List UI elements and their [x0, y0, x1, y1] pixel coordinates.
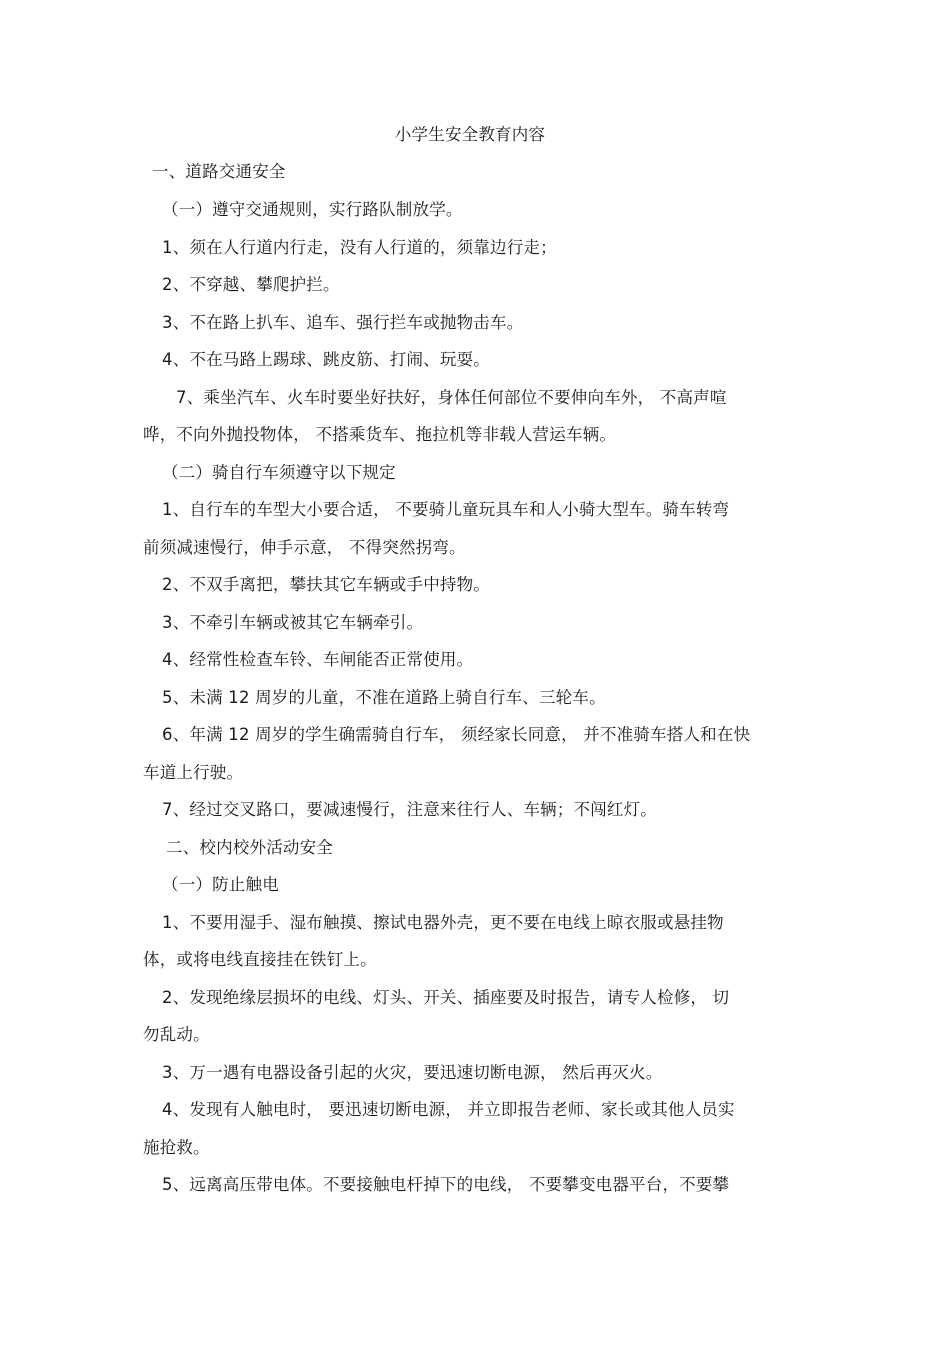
paragraph-line: 3、不牵引车辆或被其它车辆牵引。	[162, 613, 424, 632]
paragraph-line: 施抢救。	[143, 1138, 210, 1157]
paragraph-line: 4、不在马路上踢球、跳皮筋、打闹、玩耍。	[162, 350, 490, 369]
paragraph-line: 7、经过交叉路口，要减速慢行，注意来往行人、车辆；不闯红灯。	[162, 800, 657, 819]
paragraph-line: 5、远离高压带电体。不要接触电杆掉下的电线， 不要攀变电器平台，不要攀	[162, 1175, 730, 1194]
subsection-heading: （二）骑自行车须遵守以下规定	[162, 463, 396, 482]
paragraph-line: 6、年满 12 周岁的学生确需骑自行车， 须经家长同意， 并不准骑车搭人和在快	[162, 725, 751, 744]
paragraph-line: 2、发现绝缘层损坏的电线、灯头、开关、插座要及时报告，请专人检修， 切	[162, 988, 730, 1007]
paragraph-line: 1、不要用湿手、湿布触摸、擦试电器外壳，更不要在电线上晾衣服或悬挂物	[162, 913, 724, 932]
paragraph-line: 2、不双手离把，攀扶其它车辆或手中持物。	[162, 575, 490, 594]
paragraph-line: 1、须在人行道内行走，没有人行道的，须靠边行走；	[162, 238, 557, 257]
paragraph-line: 2、不穿越、攀爬护拦。	[162, 275, 340, 294]
paragraph-line: 3、万一遇有电器设备引起的火灾，要迅速切断电源， 然后再灭火。	[162, 1063, 663, 1082]
paragraph-line: 勿乱动。	[143, 1025, 210, 1044]
paragraph-line: 4、经常性检查车铃、车闸能否正常使用。	[162, 650, 474, 669]
subsection-heading: （一）防止触电	[162, 875, 279, 894]
paragraph-line: 3、不在路上扒车、追车、强行拦车或抛物击车。	[162, 313, 524, 332]
document-title: 小学生安全教育内容	[394, 125, 546, 144]
paragraph-line: 5、未满 12 周岁的儿童，不准在道路上骑自行车、三轮车。	[162, 688, 606, 707]
paragraph-line: 车道上行驶。	[143, 763, 244, 782]
subsection-heading: （一）遵守交通规则，实行路队制放学。	[162, 200, 463, 219]
paragraph-line: 哗，不向外抛投物体， 不搭乘货车、拖拉机等非载人营运车辆。	[143, 425, 617, 444]
paragraph-line: 4、发现有人触电时， 要迅速切断电源， 并立即报告老师、家长或其他人员实	[162, 1100, 735, 1119]
paragraph-line: 前须减速慢行，伸手示意， 不得突然拐弯。	[143, 538, 466, 557]
paragraph-line: 7、乘坐汽车、火车时要坐好扶好，身体任何部位不要伸向车外， 不高声喧	[176, 388, 727, 407]
paragraph-line: 1、自行车的车型大小要合适， 不要骑儿童玩具车和人小骑大型车。骑车转弯	[162, 500, 730, 519]
paragraph-line: 体，或将电线直接挂在铁钉上。	[143, 950, 377, 969]
section-heading: 一、道路交通安全	[152, 162, 286, 181]
section-heading: 二、校内校外活动安全	[166, 838, 333, 857]
